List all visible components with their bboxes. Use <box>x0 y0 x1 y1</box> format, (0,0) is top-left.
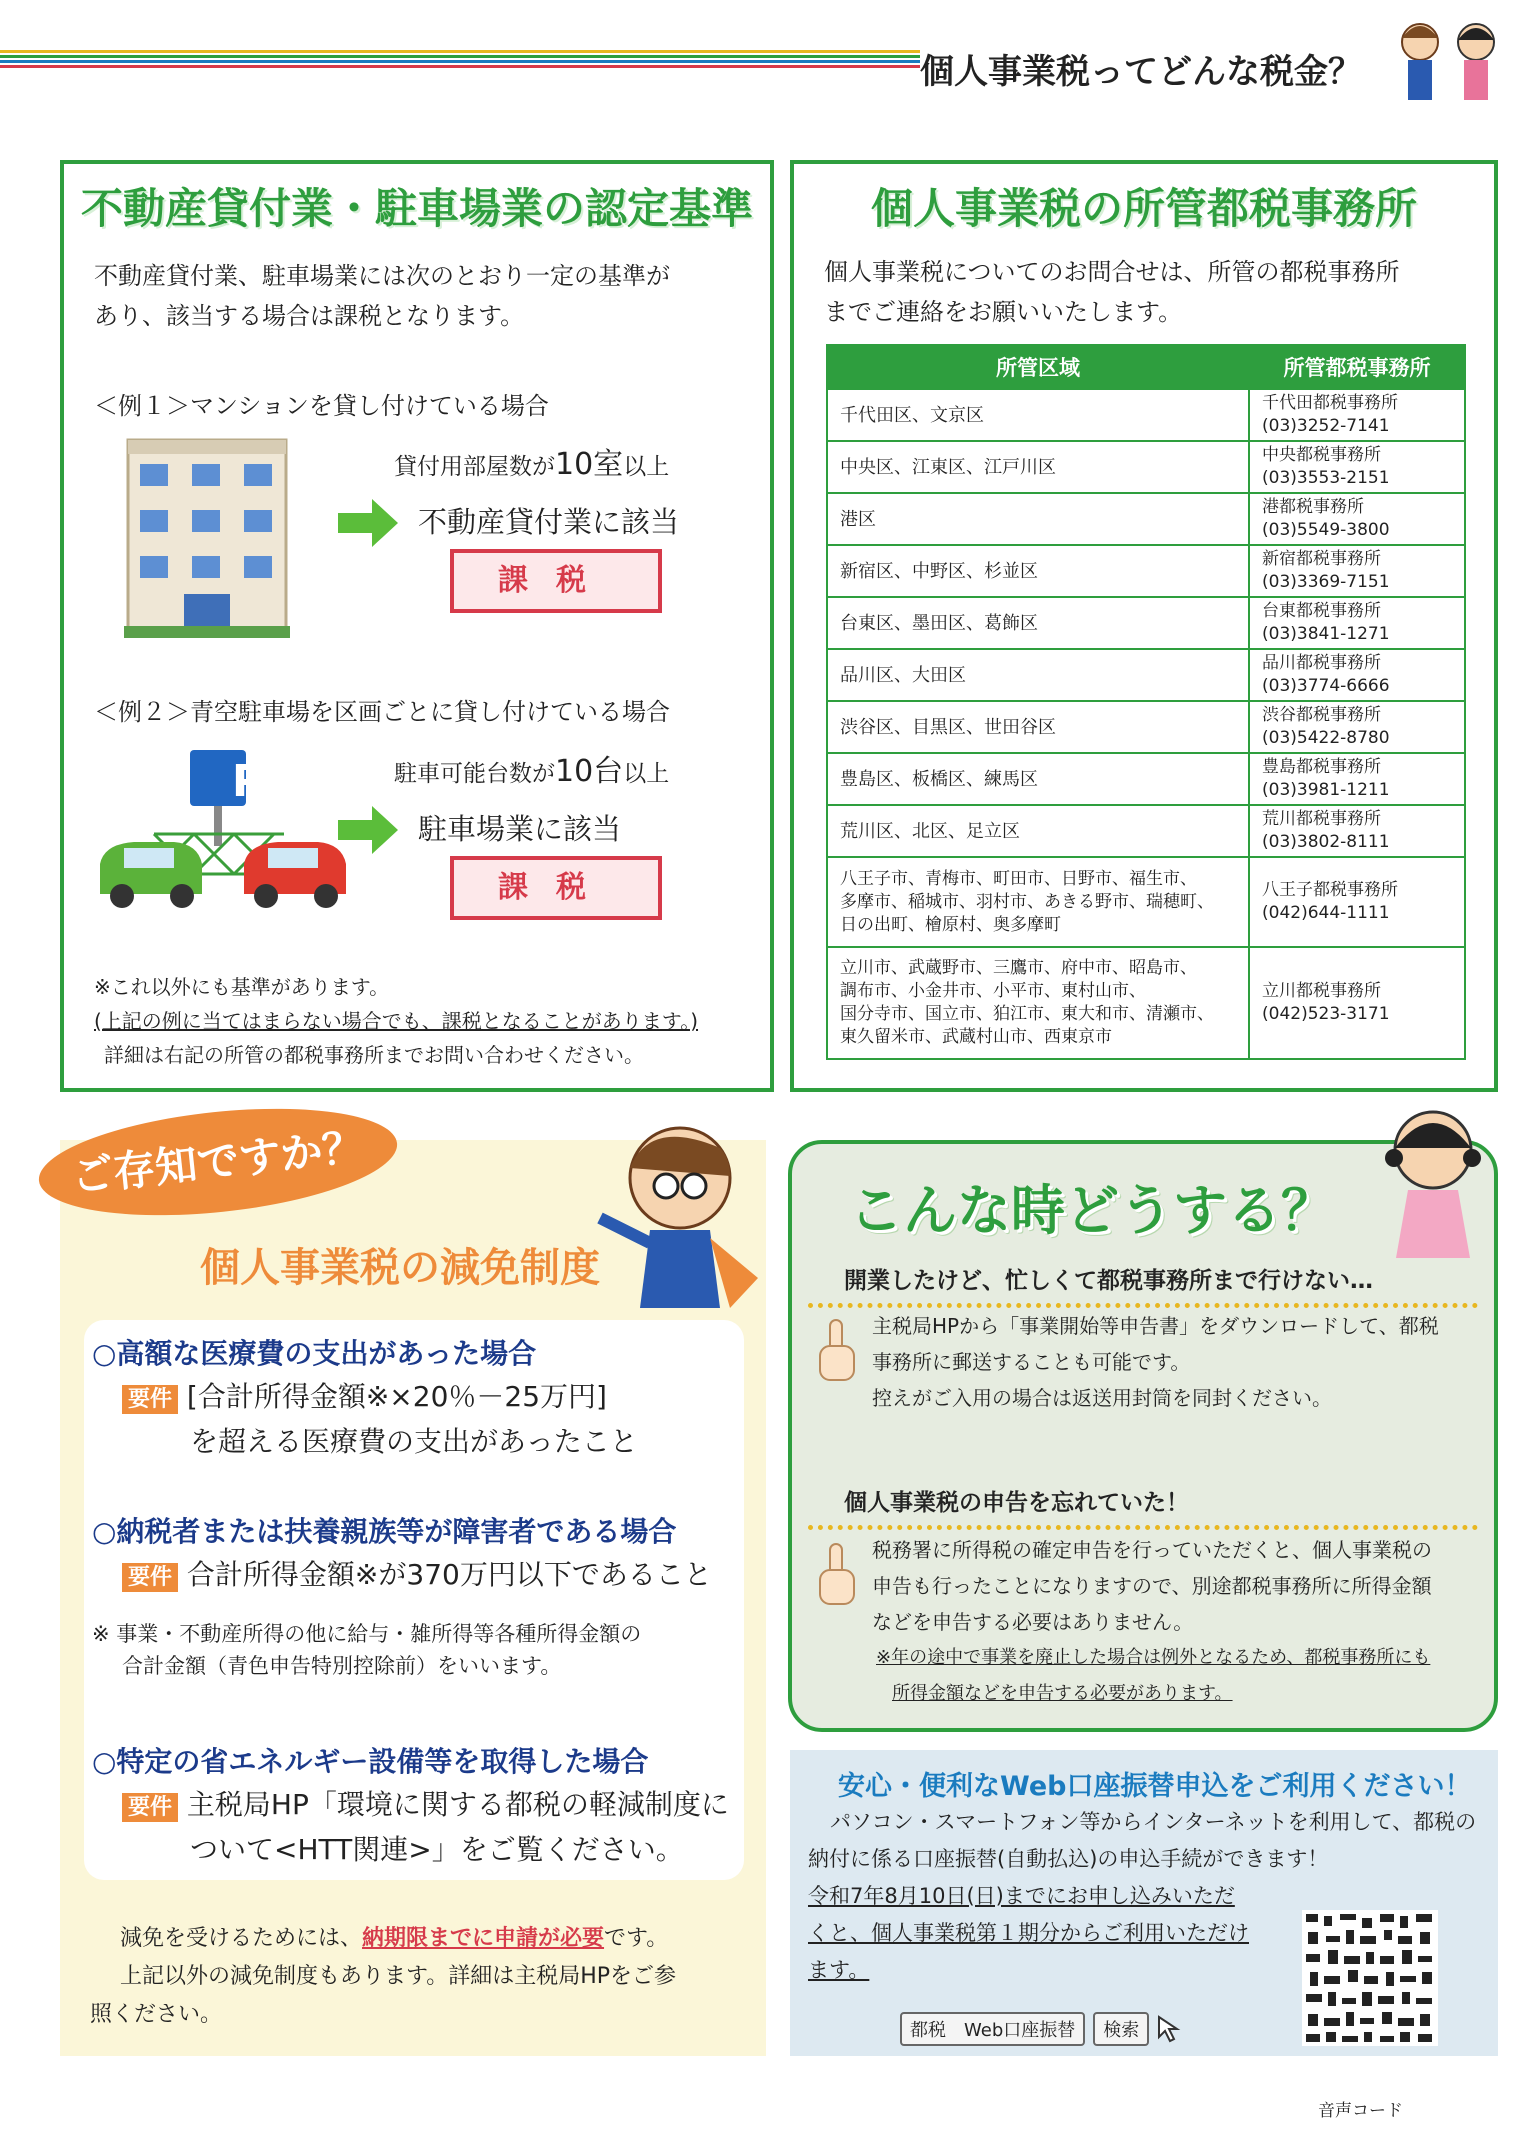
parking-sign-letter: P <box>231 756 265 807</box>
area-cell: 港区 <box>827 493 1249 545</box>
area-cell <box>827 947 1249 1059</box>
office-tel: (03)3553-2151 <box>1262 468 1390 488</box>
voice-code-qr <box>1302 1910 1438 2046</box>
konna-question1: 開業したけど、忙しくて都税事務所まで行けない… <box>808 1256 1478 1308</box>
pointing-hand-icon <box>812 1316 862 1386</box>
example2-tax-badge: 課税 <box>450 856 662 920</box>
office-name: 港都税事務所 <box>1262 497 1364 517</box>
table-header-row <box>827 345 1465 389</box>
web-title: 安心・便利なWeb口座振替申込をご利用ください！ <box>838 1771 1472 1802</box>
genmen-item1-line2: を超える医療費の支出があったこと <box>190 1425 638 1458</box>
office-cell <box>1249 857 1465 947</box>
area-line: 多摩市、稲城市、羽村市、あきる野市、瑞穂町、 <box>840 891 1214 912</box>
konna-answer2-line1: 税務署に所得税の確定申告を行っていただくと、個人事業税の <box>872 1538 1432 1562</box>
office-name: 立川都税事務所 <box>1262 981 1381 1001</box>
web-transfer-box <box>790 1750 1498 2056</box>
search-button: 検索 <box>1093 2012 1149 2046</box>
table-row <box>827 753 1465 805</box>
offices-panel <box>790 160 1498 1092</box>
office-tel: (042)523-3171 <box>1262 1004 1390 1024</box>
office-cell <box>1249 597 1465 649</box>
example1-result: 不動産貸付業に該当 <box>418 505 680 539</box>
genmen-footer-line2: 上記以外の減免制度もあります。詳細は主税局HPをご参 <box>120 1964 677 1989</box>
area-cell: 品川区、大田区 <box>827 649 1249 701</box>
office-name: 荒川都税事務所 <box>1262 809 1381 829</box>
mascot-boy-pointing-illustration <box>590 1118 760 1318</box>
area-cell: 渋谷区、目黒区、世田谷区 <box>827 701 1249 753</box>
konna-question2: 個人事業税の申告を忘れていた！ <box>808 1478 1478 1530</box>
genmen-item2-heading: ○納税者または扶養親族等が障害者である場合 <box>92 1515 677 1548</box>
table-row <box>827 947 1465 1059</box>
example2-condition-post: 以上 <box>623 761 670 787</box>
area-line: 立川市、武蔵野市、三鷹市、府中市、昭島市、 <box>840 958 1197 978</box>
office-cell <box>1249 649 1465 701</box>
example1-heading: ＜例１＞マンションを貸し付けている場合 <box>94 392 549 420</box>
example1-condition-post: 以上 <box>623 454 670 480</box>
offices-intro-line1: 個人事業税についてのお問合せは、所管の都税事務所 <box>824 258 1400 286</box>
area-cell: 新宿区、中野区、杉並区 <box>827 545 1249 597</box>
table-row <box>827 441 1465 493</box>
genmen-footer-line3: 照ください。 <box>90 2002 223 2027</box>
office-tel: (03)3802-8111 <box>1262 832 1390 852</box>
area-cell: 荒川区、北区、足立区 <box>827 805 1249 857</box>
table-row <box>827 493 1465 545</box>
criteria-title: 不動産貸付業・駐車場業の認定基準 <box>80 184 753 233</box>
requirement-tag: 要件 <box>122 1793 178 1822</box>
did-you-know-bubble: ご存知ですか？ <box>34 1093 402 1230</box>
requirement-tag: 要件 <box>122 1385 178 1414</box>
col-area-header: 所管区域 <box>827 345 1249 389</box>
header-stripes <box>0 50 920 74</box>
genmen-item3-heading: ○特定の省エネルギー設備等を取得した場合 <box>92 1745 649 1778</box>
office-cell <box>1249 753 1465 805</box>
example2-condition <box>394 746 669 790</box>
area-line: 調布市、小金井市、小平市、東村山市、 <box>840 981 1146 1001</box>
genmen-footer-post: です。 <box>604 1926 669 1951</box>
web-line2: 納付に係る口座振替(自動払込)の申込手続ができます！ <box>808 1847 1329 1871</box>
example1-condition <box>394 439 669 483</box>
konna-answer1-line2: 事務所に郵送することも可能です。 <box>872 1350 1191 1374</box>
example1-condition-number: 10室 <box>555 447 624 482</box>
web-line4: くと、個人事業税第１期分からご利用いただけ <box>808 1921 1249 1945</box>
criteria-note1: ※これ以外にも基準があります。 <box>94 975 390 999</box>
criteria-panel <box>60 160 774 1092</box>
genmen-title: 個人事業税の減免制度 <box>200 1245 600 1291</box>
table-row <box>827 545 1465 597</box>
office-cell <box>1249 493 1465 545</box>
genmen-item1-line1: [合計所得金額※×20％－25万円] <box>186 1380 607 1413</box>
area-cell: 豊島区、板橋区、練馬区 <box>827 753 1249 805</box>
office-tel: (03)3841-1271 <box>1262 624 1390 644</box>
konna-title: こんな時どうする？ <box>849 1179 1335 1242</box>
web-line1: パソコン・スマートフォン等からインターネットを利用して、都税の <box>830 1810 1477 1834</box>
genmen-footer-emphasis: 納期限までに申請が必要 <box>362 1926 605 1951</box>
table-row <box>827 649 1465 701</box>
search-query-box: 都税 Web口座振替 <box>900 2012 1085 2046</box>
offices-title: 個人事業税の所管都税事務所 <box>870 184 1417 233</box>
office-cell <box>1249 701 1465 753</box>
cursor-icon <box>1157 2015 1185 2043</box>
office-tel: (042)644-1111 <box>1262 903 1390 923</box>
example2-result: 駐車場業に該当 <box>418 812 622 846</box>
genmen-item3-line2: ついて<HTT関連>」をご覧ください。 <box>190 1833 684 1866</box>
genmen-item2-line1: 合計所得金額※が370万円以下であること <box>186 1558 712 1591</box>
konna-answer1-line1: 主税局HPから「事業開始等申告書」をダウンロードして、都税 <box>872 1314 1439 1338</box>
apartment-building-illustration <box>124 436 290 638</box>
offices-table <box>826 344 1466 1060</box>
office-cell <box>1249 947 1465 1059</box>
voice-code-label: 音声コード <box>1318 2101 1403 2121</box>
office-name: 新宿都税事務所 <box>1262 549 1381 569</box>
konna-answer2-line3: などを申告する必要はありません。 <box>872 1610 1194 1634</box>
genmen-note-line2: 合計金額（青色申告特別控除前）をいいます。 <box>122 1654 562 1678</box>
office-tel: (03)5549-3800 <box>1262 520 1390 540</box>
table-row <box>827 597 1465 649</box>
example2-condition-number: 10台 <box>555 754 624 789</box>
office-tel: (03)3774-6666 <box>1262 676 1390 696</box>
arrow-right-icon <box>338 806 398 854</box>
area-line: 日の出町、檜原村、奥多摩町 <box>840 914 1061 935</box>
mascot-girl-thinking-illustration <box>1378 1098 1488 1268</box>
office-name: 渋谷都税事務所 <box>1262 705 1381 725</box>
web-line3: 令和7年8月10日(日)までにお申し込みいただ <box>808 1884 1235 1908</box>
table-row <box>827 805 1465 857</box>
office-name: 品川都税事務所 <box>1262 653 1381 673</box>
area-line: 八王子市、青梅市、町田市、日野市、福生市、 <box>840 868 1197 889</box>
konna-answer2-note2: 所得金額などを申告する必要があります。 <box>892 1683 1233 1704</box>
office-name: 台東都税事務所 <box>1262 601 1381 621</box>
office-cell <box>1249 805 1465 857</box>
office-tel: (03)5422-8780 <box>1262 728 1390 748</box>
table-row <box>827 701 1465 753</box>
col-office-header: 所管都税事務所 <box>1249 345 1465 389</box>
genmen-item3-line1: 主税局HP「環境に関する都税の軽減制度に <box>186 1788 729 1821</box>
genmen-note-line1: ※ 事業・不動産所得の他に給与・雑所得等各種所得金額の <box>92 1622 642 1646</box>
table-row <box>827 857 1465 947</box>
office-tel: (03)3252-7141 <box>1262 416 1390 436</box>
office-name: 豊島都税事務所 <box>1262 757 1381 777</box>
konna-answer2-line2: 申告も行ったことになりますので、別途都税事務所に所得金額 <box>872 1574 1432 1598</box>
pointing-hand-icon <box>812 1540 862 1610</box>
arrow-right-icon <box>338 499 398 547</box>
criteria-note2: (上記の例に当てはまらない場合でも、課税となることがあります。) <box>94 1009 699 1033</box>
example2-condition-pre: 駐車可能台数が <box>394 761 555 787</box>
criteria-intro-line2: あり、該当する場合は課税となります。 <box>94 302 525 330</box>
mascot-characters-illustration <box>1390 14 1510 114</box>
area-cell: 中央区、江東区、江戸川区 <box>827 441 1249 493</box>
konna-answer1-line3: 控えがご入用の場合は返送用封筒を同封ください。 <box>872 1386 1332 1410</box>
offices-intro-line2: までご連絡をお願いいたします。 <box>824 298 1183 326</box>
office-cell <box>1249 545 1465 597</box>
office-name: 千代田都税事務所 <box>1262 393 1398 413</box>
office-tel: (03)3981-1211 <box>1262 780 1390 800</box>
genmen-item1-heading: ○高額な医療費の支出があった場合 <box>92 1337 537 1370</box>
area-line: 国分寺市、国立市、狛江市、東大和市、清瀬市、 <box>840 1004 1214 1024</box>
requirement-tag: 要件 <box>122 1563 178 1592</box>
area-line: 東久留米市、武蔵村山市、西東京市 <box>840 1027 1112 1047</box>
office-tel: (03)3369-7151 <box>1262 572 1390 592</box>
genmen-footer-line1 <box>90 1920 676 1958</box>
example1-condition-pre: 貸付用部屋数が <box>394 454 555 480</box>
page-title: 個人事業税ってどんな税金？ <box>920 52 1362 92</box>
example2-heading: ＜例２＞青空駐車場を区画ごとに貸し付けている場合 <box>94 698 670 726</box>
area-cell: 台東区、墨田区、葛飾区 <box>827 597 1249 649</box>
office-name: 中央都税事務所 <box>1262 445 1381 465</box>
office-name: 八王子都税事務所 <box>1262 880 1398 900</box>
criteria-intro-line1: 不動産貸付業、駐車場業には次のとおり一定の基準が <box>94 262 670 290</box>
web-line5: ます。 <box>808 1958 870 1982</box>
office-cell <box>1249 389 1465 441</box>
konna-answer2-note1: ※年の途中で事業を廃止した場合は例外となるため、都税事務所にも <box>876 1647 1431 1668</box>
area-cell <box>827 857 1249 947</box>
table-row <box>827 389 1465 441</box>
area-cell: 千代田区、文京区 <box>827 389 1249 441</box>
office-cell <box>1249 441 1465 493</box>
genmen-footer-pre: 減免を受けるためには、 <box>120 1926 363 1951</box>
example1-tax-badge: 課税 <box>450 549 662 613</box>
criteria-note3: 詳細は右記の所管の都税事務所までお問い合わせください。 <box>104 1043 644 1067</box>
